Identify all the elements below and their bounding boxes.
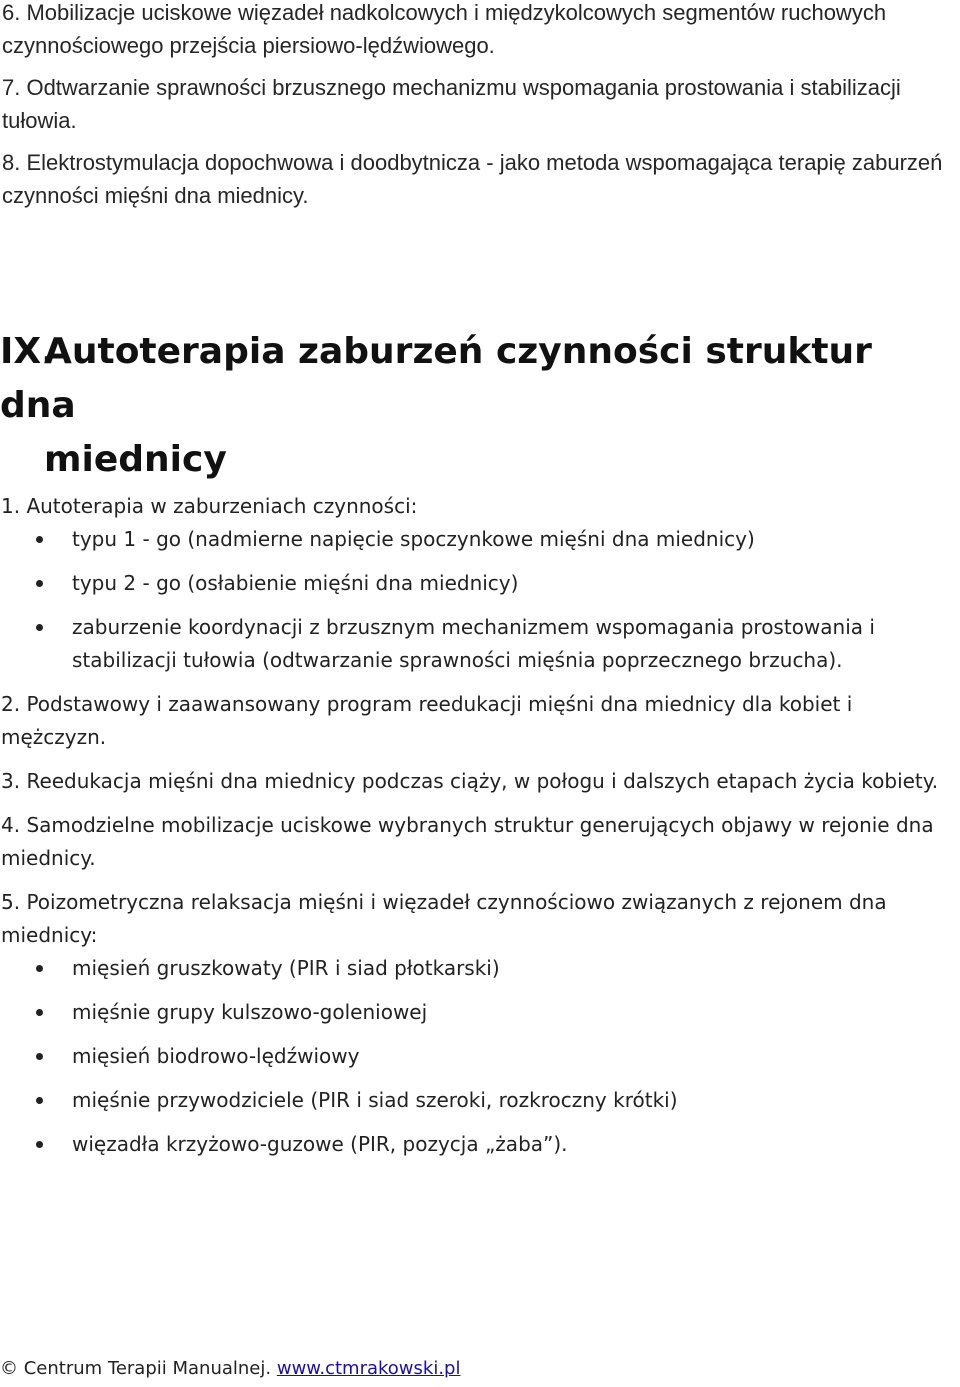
website-link[interactable]: www.ctmrakowski.pl	[276, 1358, 461, 1379]
bullet-item	[1, 952, 959, 985]
list-item-6: 6. Mobilizacje uciskowe więzadeł nadkolcowych i międzykolcowych segmentów ruchowych czynnościowego przejścia piersiowo-lędźwiowego.	[2, 0, 887, 58]
continued-list	[2, 0, 958, 221]
item-2-text: 2. Podstawowy i zaawansowany program reedukacji mięśni dna miednicy dla kobiet i mężczyzn.	[1, 692, 853, 749]
bullet-icon	[36, 965, 43, 972]
item-4-text: 4. Samodzielne mobilizacje uciskowe wybranych struktur generujących objawy w rejonie dna miednicy.	[1, 813, 934, 870]
list-item-7: 7. Odtwarzanie sprawności brzusznego mechanizmu wspomagania prostowania i stabilizacji tułowia.	[2, 75, 901, 133]
bullet-text: zaburzenie koordynacji z brzusznym mechanizmem wspomagania prostowania i stabilizacji tułowia (odtwarzanie sprawności mięśnia poprzecznego brzucha).	[72, 615, 875, 672]
bullet-item	[1, 611, 959, 677]
bullet-text: typu 1 - go (nadmierne napięcie spoczynkowe mięśni dna miednicy)	[72, 527, 755, 551]
item-5-text: 5. Poizometryczna relaksacja mięśni i więzadeł czynnościowo związanych z rejonem dna miednicy:	[1, 890, 887, 947]
list-item-8: 8. Elektrostymulacja dopochwowa i doodbytnicza - jako metoda wspomagająca terapię zaburzeń czynności mięśni dna miednicy.	[2, 150, 943, 208]
bullet-item	[1, 567, 959, 600]
bullet-text: typu 2 - go (osłabienie mięśni dna miednicy)	[72, 571, 519, 595]
bullet-icon	[36, 1053, 43, 1060]
bullet-icon	[36, 624, 43, 631]
bullet-text: mięśnie przywodziciele (PIR i siad szeroki, rozkroczny krótki)	[72, 1088, 678, 1112]
page-footer	[0, 1354, 960, 1384]
bullet-item	[1, 1128, 959, 1161]
copyright-text: © Centrum Terapii Manualnej.	[0, 1358, 272, 1379]
bullet-text: mięsień gruszkowaty (PIR i siad płotkarski)	[72, 956, 500, 980]
section-number: IX.	[0, 331, 55, 372]
item-3-text: 3. Reedukacja mięśni dna miednicy podczas ciąży, w połogu i dalszych etapach życia kobiety.	[1, 769, 939, 793]
bullet-icon	[36, 1141, 43, 1148]
bullet-text: mięsień biodrowo-lędźwiowy	[72, 1044, 360, 1068]
item-1-bullets	[1, 523, 959, 677]
section-title-line2: miednicy	[44, 439, 227, 480]
bullet-icon	[36, 580, 43, 587]
bullet-icon	[36, 1009, 43, 1016]
section-heading	[0, 325, 950, 487]
bullet-text: więzadła krzyżowo-guzowe (PIR, pozycja „żaba”).	[72, 1132, 568, 1156]
bullet-icon	[36, 1097, 43, 1104]
section-content	[1, 490, 959, 1172]
bullet-text: mięśnie grupy kulszowo-goleniowej	[72, 1000, 428, 1024]
item-5-bullets	[1, 952, 959, 1161]
item-1-text: 1. Autoterapia w zaburzeniach czynności:	[1, 494, 418, 518]
bullet-item	[1, 1084, 959, 1117]
bullet-item	[1, 523, 959, 556]
bullet-item	[1, 996, 959, 1029]
bullet-item	[1, 1040, 959, 1073]
section-title-line1: Autoterapia zaburzeń czynności struktur dna	[0, 331, 872, 426]
bullet-icon	[36, 536, 43, 543]
